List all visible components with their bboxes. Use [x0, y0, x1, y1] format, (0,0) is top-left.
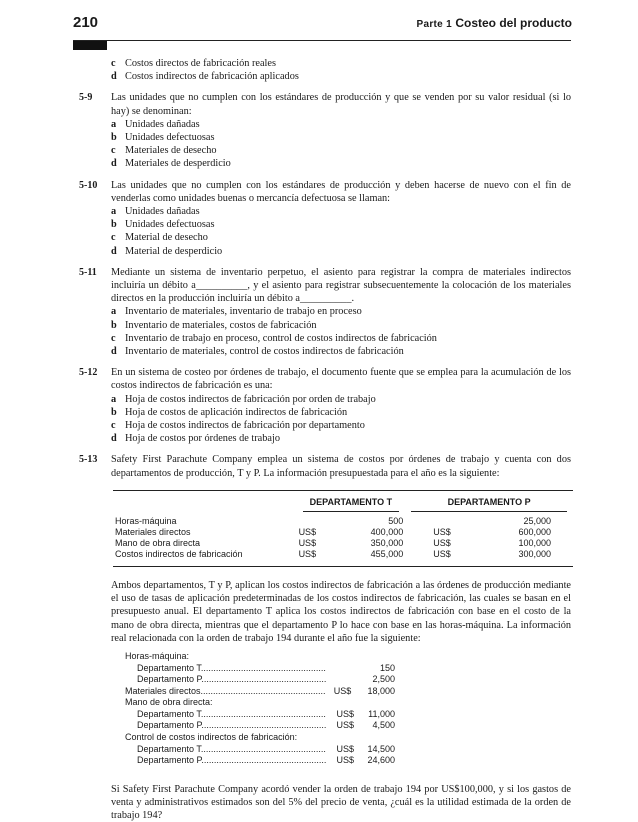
question-text: Safety First Parachute Company emplea un sistema de costos por órdenes de trabajo y cuenta con dos departamentos de producción, T y P. La información presupuestada para el año es la siguiente:	[111, 454, 571, 479]
option: d Hoja de costos por órdenes de trabajo	[111, 433, 280, 445]
list-item: Departamento P.................................................. US$ 4,500	[137, 720, 395, 731]
question-text: Las unidades que no cumplen con los estándares de producción y deben hacerse de nuevo con el fin de venderlas como unidades buenas o mercancía defectuosa se llaman:	[111, 179, 571, 204]
question-5-9	[73, 91, 571, 117]
option: c Inventario de trabajo en proceso, control de costos indirectos de fabricación	[111, 332, 437, 344]
budget-table	[113, 490, 573, 567]
option: c Materiales de desecho	[111, 145, 217, 157]
table-row: Costos indirectos de fabricación US$ 455,000 US$ 300,000	[115, 548, 551, 559]
page-content	[73, 57, 571, 822]
question-text: Mediante un sistema de inventario perpetuo, el asiento para registrar la compra de materiales indirectos incluiría un débito a__________, y el asiento para registrar subsecuentemente la colocación de los materiales directos en la producción incluiría un débito a__________.	[111, 266, 571, 305]
option: d Materiales de desperdicio	[111, 158, 231, 170]
question-5-13	[73, 453, 571, 479]
q5-8-tail-options	[73, 57, 571, 83]
header-block-mark	[73, 41, 107, 50]
option: d Inventario de materiales, control de costos indirectos de fabricación	[111, 346, 404, 358]
page-number: 210	[73, 14, 99, 31]
option: d Material de desperdicio	[111, 245, 223, 257]
table-row: Mano de obra directa US$ 350,000 US$ 100,000	[115, 537, 551, 548]
running-header	[417, 16, 572, 30]
option: c Costos directos de fabricación reales	[111, 58, 276, 69]
option: c Material de desecho	[111, 232, 208, 244]
question-5-13-prompt: Si Safety First Parachute Company acordó vender la orden de trabajo 194 por US$100,000, y si los gastos de venta y administrativos estimados son del 5% del precio de venta, ¿cuál es la utilidad estimada de la orden de trabajo 194?	[111, 783, 571, 822]
option: d Costos indirectos de fabricación aplicados	[111, 71, 299, 83]
question-number: 5-11	[79, 266, 97, 278]
question-5-11	[73, 266, 571, 306]
option: b Unidades defectuosas	[111, 132, 215, 144]
list-item: Departamento T.................................................. 150	[137, 662, 395, 673]
question-number: 5-13	[79, 454, 98, 466]
list-item: Materiales directos.................................................. US$ 18,000	[125, 685, 395, 696]
question-5-10	[73, 179, 571, 205]
part-title: Costeo del producto	[455, 16, 572, 30]
question-number: 5-10	[79, 179, 98, 191]
question-text: En un sistema de costeo por órdenes de trabajo, el documento fuente que se emplea para la acumulación de los costos indirectos de fabricación es una:	[111, 367, 571, 392]
question-text: Las unidades que no cumplen con los estándares de producción y que se venden por su valor residual (si lo hay) se denominan:	[111, 92, 571, 117]
option: b Hoja de costos de aplicación indirectos de fabricación	[111, 406, 348, 418]
table-row: Horas-máquina 500 25,000	[115, 515, 551, 526]
option: c Hoja de costos indirectos de fabricación por departamento	[111, 420, 365, 432]
table-header	[113, 497, 573, 511]
q5-12-options	[73, 393, 571, 446]
option: a Unidades dañadas	[111, 206, 200, 218]
question-5-12	[73, 366, 571, 392]
option: a Inventario de materiales, inventario de trabajo en proceso	[111, 306, 362, 318]
header-rule	[73, 40, 571, 41]
part-label: Parte 1	[416, 19, 452, 30]
option: b Inventario de materiales, costos de fabricación	[111, 319, 317, 331]
q5-10-options	[73, 205, 571, 258]
option: a Unidades dañadas	[111, 118, 200, 130]
list-item: Departamento P.................................................. 2,500	[137, 674, 395, 685]
table-row: Materiales directos US$ 400,000 US$ 600,000	[115, 526, 551, 537]
q5-9-options	[73, 118, 571, 171]
column-header: DEPARTAMENTO T	[309, 496, 393, 507]
list-item: Departamento P.................................................. US$ 24,600	[137, 755, 395, 766]
q5-11-options	[73, 305, 571, 358]
question-5-13-body: Ambos departamentos, T y P, aplican los costos indirectos de fabricación a las órdenes de producción mediante el uso de tasas de aplicación predeterminadas de los costos indirectos de fabricación, las cuales se basan en el presupuesto anual. El departamento T aplica los costos indirectos de fabricación con base en el costo de la mano de obra directa, mientras que el departamento P lo hace con base en las horas-máquina. La información real relacionada con la orden de trabajo 194 durante el año fue la siguiente:	[111, 579, 571, 644]
column-header: DEPARTAMENTO P	[447, 496, 531, 507]
option: b Unidades defectuosas	[111, 219, 215, 231]
list-item: Departamento T.................................................. US$ 14,500	[137, 743, 395, 754]
question-number: 5-9	[79, 92, 93, 104]
question-number: 5-12	[79, 367, 98, 379]
actual-data-list: Horas-máquina: Departamento T.................................................. 150 Departamento P.................................................. 2,500 Materiales directos.................................................. US$ 18,000 Mano de obra directa: Departamento T.................................................. US$ 11,000 Departamento P.................................................. US$ 4,500 Control de costos indirectos de fabricación: Departamento T.................................................. US$ 14,500 Departamento P.................................................. US$ 24,600	[125, 650, 395, 766]
option: a Hoja de costos indirectos de fabricación por orden de trabajo	[111, 393, 376, 405]
list-item: Departamento T.................................................. US$ 11,000	[137, 708, 395, 719]
